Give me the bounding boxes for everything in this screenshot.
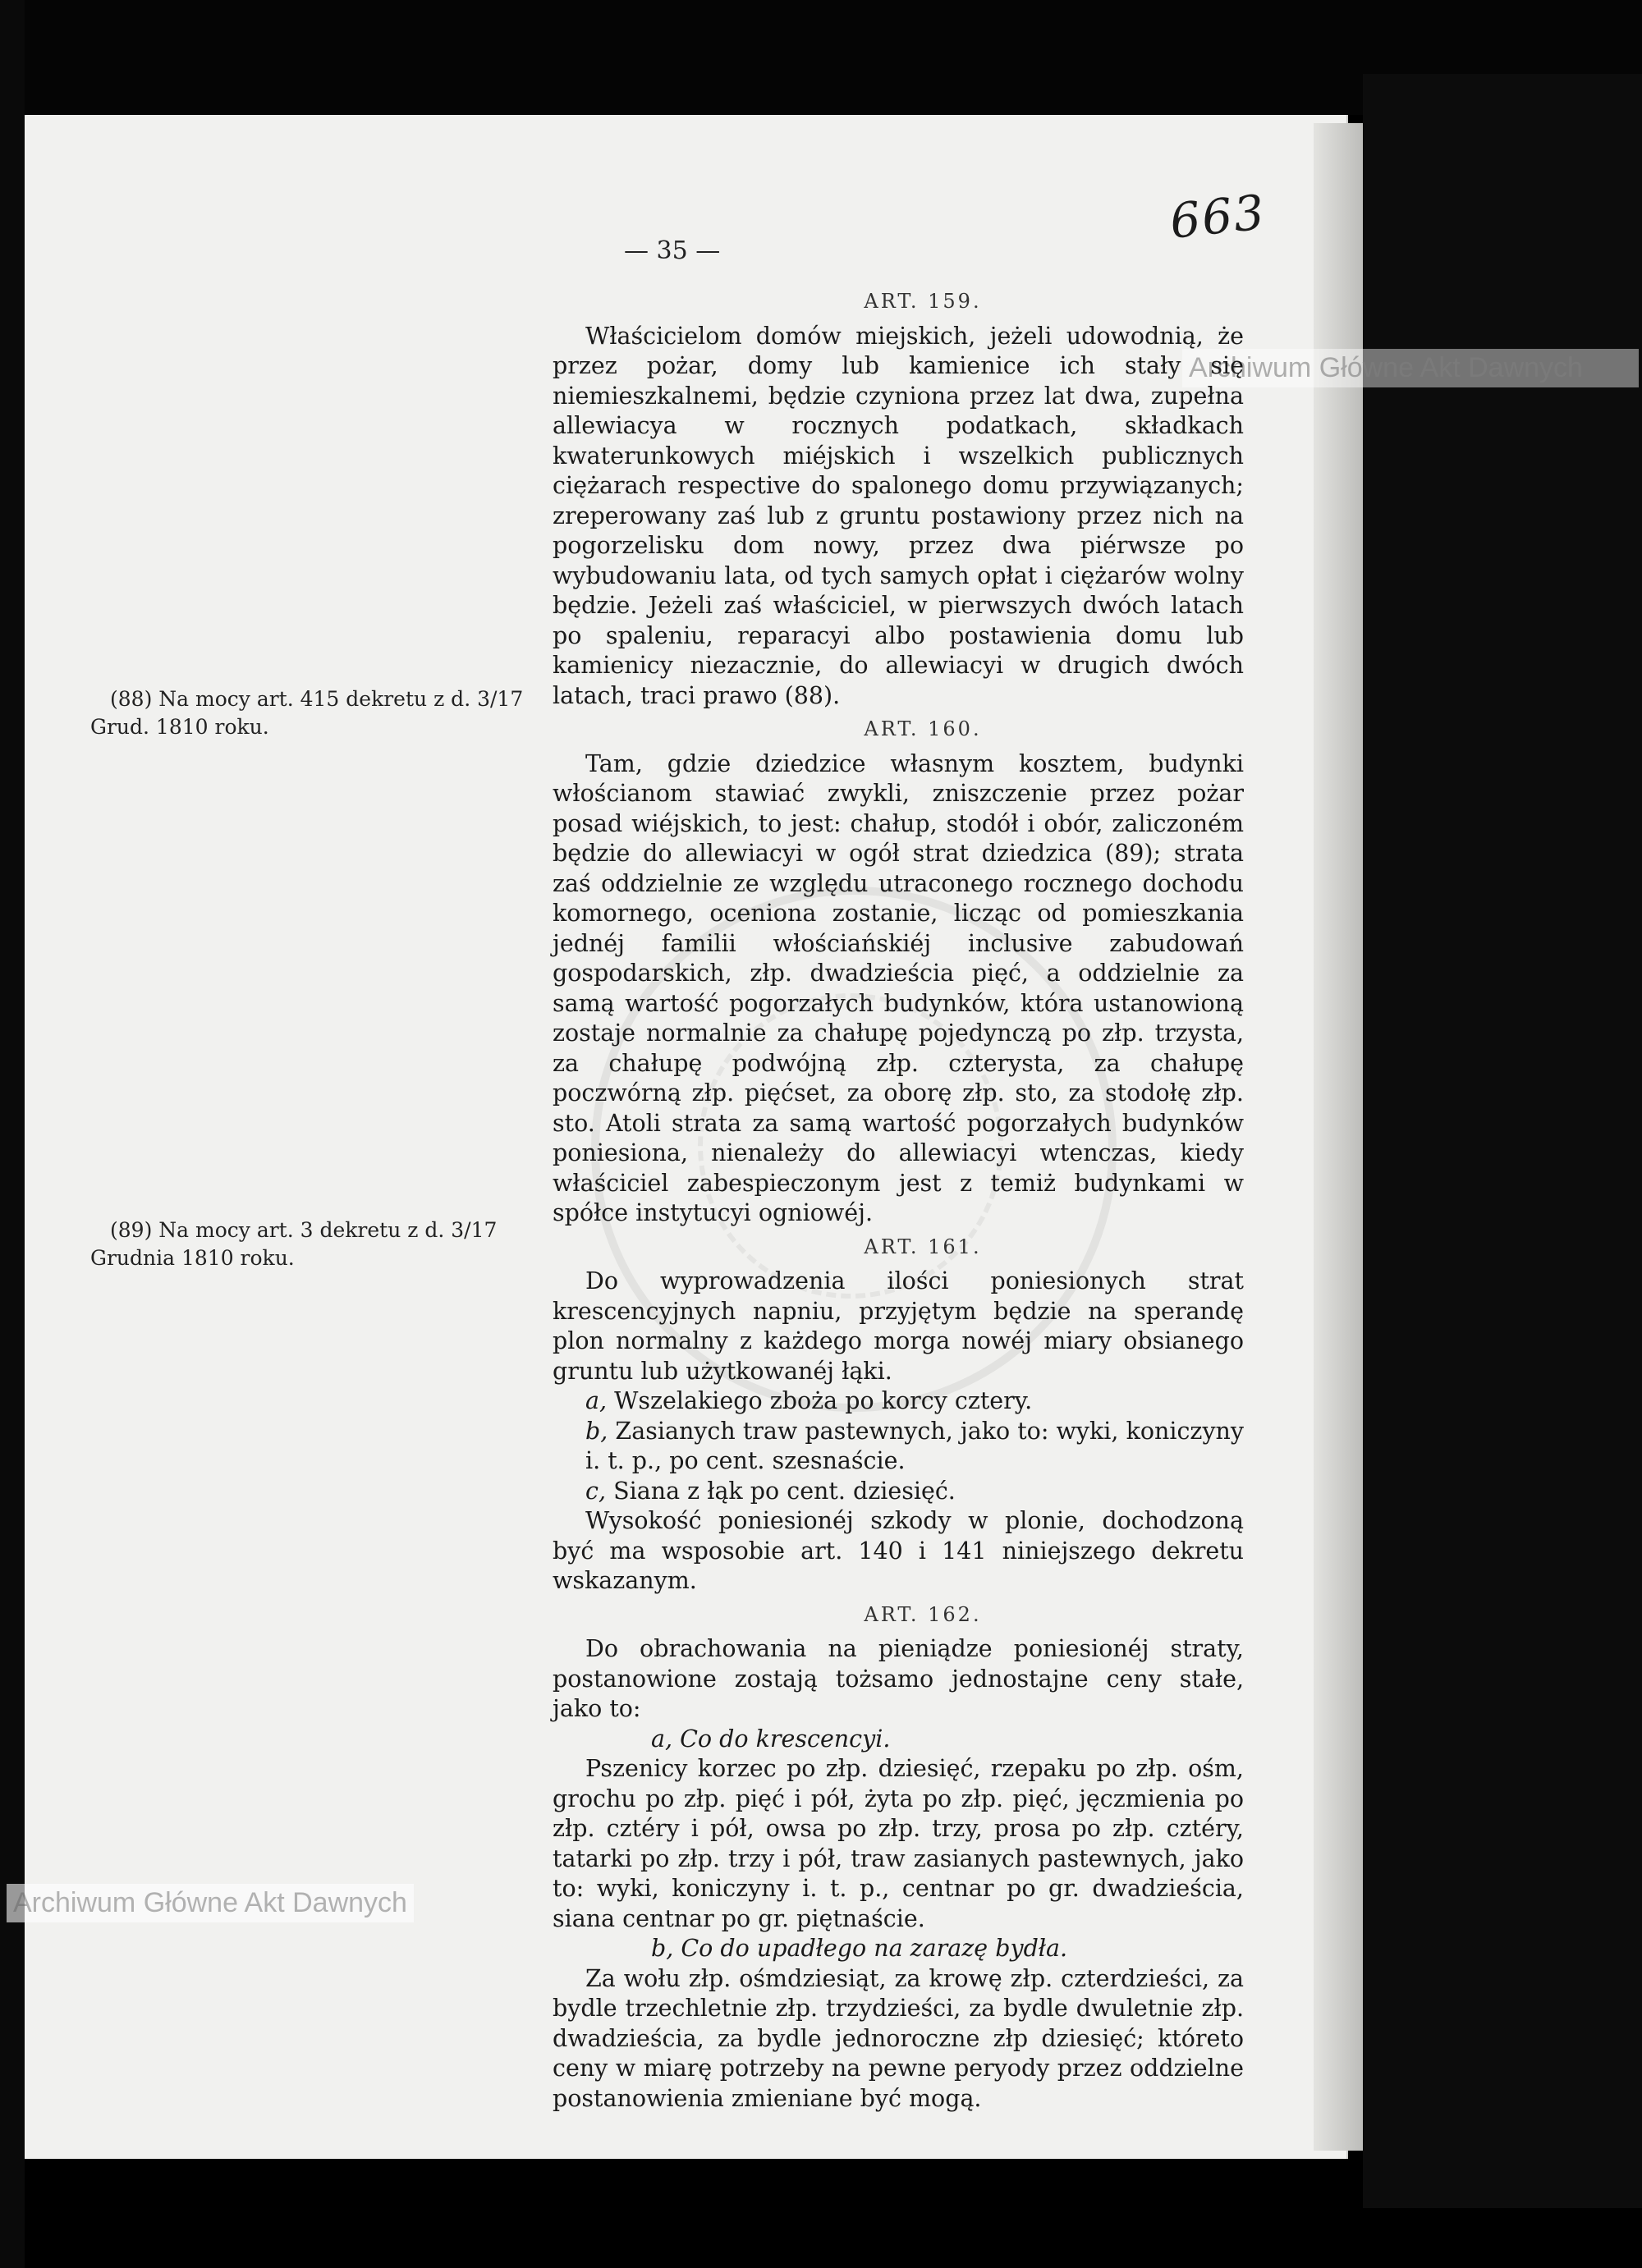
page-number: — 35 — bbox=[624, 236, 721, 265]
footnote-89: (89) Na mocy art. 3 dekretu z d. 3/17 Grudnia 1810 roku. bbox=[90, 1218, 498, 1270]
article-160-text: Tam, gdzie dziedzice własnym kosztem, budynki włościanom stawiać zwykli, zniszczenie przez pożar posad wiéjskich, to jest: chałup, stodół i obór, zaliczoném będzie do allewiacyi w ogół strat dziedzica (89); strata zaś oddzielnie ze względu utraconego rocznego dochodu komornego, oceniona zostanie, licząc od pomieszkania jednéj familii włościańskiéj inclusive zabudowań gospodarskich, złp. dwadzieścia pięć, a oddzielnie za samą wartość pogorzałych budynków, która ustanowioną zostaje normalnie za chałupę pojedynczą po złp. trzysta, za chałupę podwójną złp. czterysta, za chałupę poczwórną złp. pięćset, za oborę złp. sto, za stodołę złp. sto. Atoli strata za samą wartość pogorzałych budynków poniesiona, nienależy do allewiacyi wtenczas, kiedy właściciel zabespieczonym jest z temiż budynkami w spółce instytucyi ogniowéj. bbox=[553, 749, 1244, 1226]
article-162-heading: ART. 162. bbox=[864, 1602, 982, 1626]
page-fold-shadow bbox=[1314, 123, 1363, 2151]
folio-number: 663 bbox=[1167, 184, 1268, 250]
article-161-outro: Wysokość poniesionéj szkody w plonie, dochodzoną być ma wsposobie art. 140 i 141 niniejszego dekretu wskazanym. bbox=[553, 1507, 1244, 1594]
article-161-heading: ART. 161. bbox=[864, 1235, 982, 1258]
main-column bbox=[553, 283, 1244, 2114]
scan-background-right bbox=[1363, 74, 1642, 2208]
article-162-intro: Do obrachowania na pieniądze poniesionéj straty, postanowione zostają tożsamo jednostajne ceny stałe, jako to: bbox=[553, 1635, 1244, 1722]
article-159-heading: ART. 159. bbox=[864, 290, 982, 313]
article-161-item-b: b, Zasianych traw pastewnych, jako to: wyki, koniczyny i. t. p., po cent. szesnaście. bbox=[585, 1417, 1245, 1474]
article-161-intro: Do wyprowadzenia ilości poniesionych strat krescencyjnych napniu, przyjętym będzie na sperandę plon normalny z każdego morga nowéj miary obsianego gruntu lub użytkowanéj łąki. bbox=[553, 1267, 1244, 1385]
article-159-text: Właścicielom domów miejskich, jeżeli udowodnią, że przez pożar, domy lub kamienice ich stały się niemieszkalnemi, będzie czyniona przez lat dwa, zupełna allewiacya w rocznych podatkach, składkach kwaterunkowych miéjskich i wszelkich publicznych ciężarach respective do spalonego domu przywiązanych; zreperowany zaś lub z gruntu postawiony przez nich na pogorzelisku dom nowy, przez dwa piérwsze po wybudowaniu lata, od tych samych opłat i ciężarów wolny będzie. Jeżeli zaś właściciel, w pierwszych dwóch latach po spaleniu, reparacyi albo postawienia domu lub kamienicy niezacznie, do allewiacyi w drugich dwóch latach, traci prawo (88). bbox=[553, 322, 1244, 709]
article-160-heading: ART. 160. bbox=[864, 717, 982, 740]
article-161-item-a: a, Wszelakiego zboża po korcy cztery. bbox=[585, 1387, 1033, 1414]
watermark-bottom: Archiwum Główne Akt Dawnych bbox=[7, 1884, 414, 1922]
article-161-item-c: c, Siana z łąk po cent. dziesięć. bbox=[585, 1477, 956, 1505]
article-162-subheading-b: b, Co do upadłego na zarazę bydła. bbox=[651, 1935, 1068, 1962]
footnote-88: (88) Na mocy art. 415 dekretu z d. 3/17 Grud. 1810 roku. bbox=[90, 687, 524, 739]
watermark-top: Archiwum Główne Akt Dawnych bbox=[1182, 349, 1639, 387]
article-162-text-a: Pszenicy korzec po złp. dziesięć, rzepaku po złp. ośm, grochu po złp. pięć i pół, żyta po złp. pięć, jęczmienia po złp. cztéry i pół, owsa po złp. trzy, prosa po złp. cztéry, tatarki po złp. trzy i pół, traw zasianych pastewnych, jako to: wyki, koniczyny i. t. p., centnar po gr. dwadzieścia, siana centnar po gr. piętnaście. bbox=[553, 1755, 1244, 1932]
article-162-text-b: Za wołu złp. ośmdziesiąt, za krowę złp. czterdzieści, za bydle trzechletnie złp. trzydzieści, za bydle dwuletnie złp. dwadzieścia, za bydle jednoroczne złp dziesięć; któreto ceny w miarę potrzeby na pewne peryody przez oddzielne postanowienia zmieniane być mogą. bbox=[553, 1964, 1244, 2112]
scan-background-left bbox=[0, 0, 25, 2268]
article-162-subheading-a: a, Co do krescencyi. bbox=[651, 1725, 891, 1753]
